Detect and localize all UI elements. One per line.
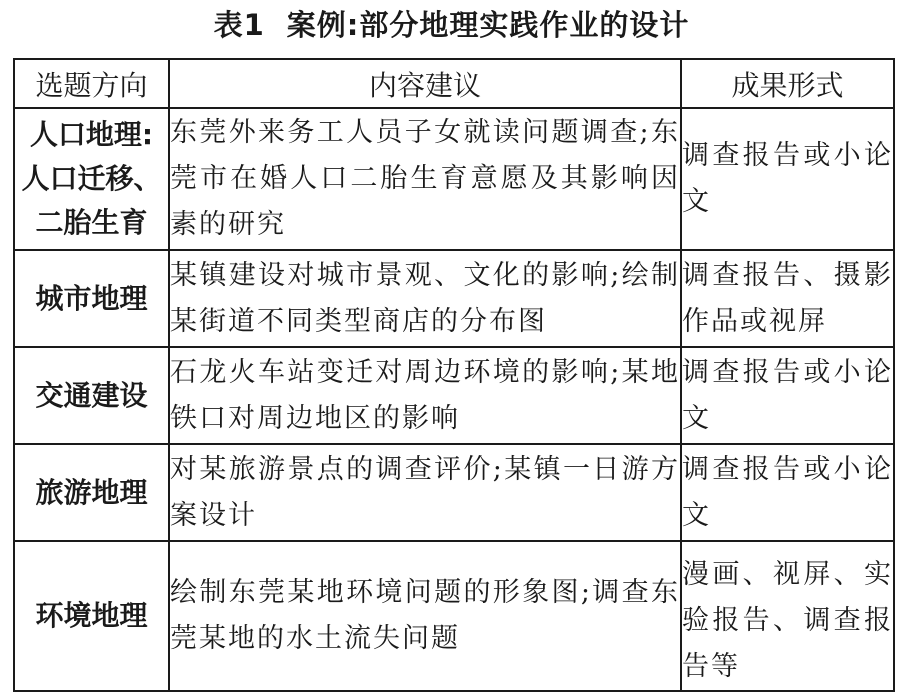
table-title: 案例:部分地理实践作业的设计 (286, 8, 690, 42)
result-cell: 调查报告、摄影作品或视屏 (681, 250, 894, 347)
header-content: 内容建议 (169, 59, 681, 108)
topic-cell (14, 347, 169, 444)
table-row (14, 347, 894, 444)
content-cell: 东莞外来务工人员子女就读问题调查;东莞市在婚人口二胎生育意愿及其影响因素的研究 (169, 108, 681, 250)
topic-cell (14, 541, 169, 691)
practice-assignment-table (13, 58, 895, 692)
content-cell: 绘制东莞某地环境问题的形象图;调查东莞某地的水土流失问题 (169, 541, 681, 691)
table-row (14, 541, 894, 691)
topic-line: 人口迁移、 (21, 162, 162, 195)
result-cell: 调查报告或小论文 (681, 347, 894, 444)
topic-line: 环境地理 (35, 599, 148, 632)
topic-line: 交通建设 (35, 378, 148, 412)
table-row (14, 108, 894, 250)
topic-cell (14, 108, 169, 250)
header-result: 成果形式 (681, 59, 894, 108)
header-topic: 选题方向 (14, 59, 169, 108)
topic-line: 城市地理 (35, 281, 148, 315)
table-header-row (14, 59, 894, 108)
content-cell: 石龙火车站变迁对周边环境的影响;某地铁口对周边地区的影响 (169, 347, 681, 444)
result-cell: 漫画、视屏、实验报告、调查报告等 (681, 541, 894, 691)
table-row (14, 444, 894, 541)
table-number: 表1 (213, 8, 265, 42)
topic-cell (14, 444, 169, 541)
result-cell: 调查报告或小论文 (681, 444, 894, 541)
result-cell: 调查报告或小论文 (681, 108, 894, 250)
content-cell: 某镇建设对城市景观、文化的影响;绘制某街道不同类型商店的分布图 (169, 250, 681, 347)
content-cell: 对某旅游景点的调查评价;某镇一日游方案设计 (169, 444, 681, 541)
topic-line: 人口地理: (29, 118, 154, 151)
topic-line: 二胎生育 (35, 206, 148, 239)
table-caption (0, 4, 903, 46)
table-row (14, 250, 894, 347)
topic-line: 旅游地理 (35, 475, 148, 509)
topic-cell (14, 250, 169, 347)
